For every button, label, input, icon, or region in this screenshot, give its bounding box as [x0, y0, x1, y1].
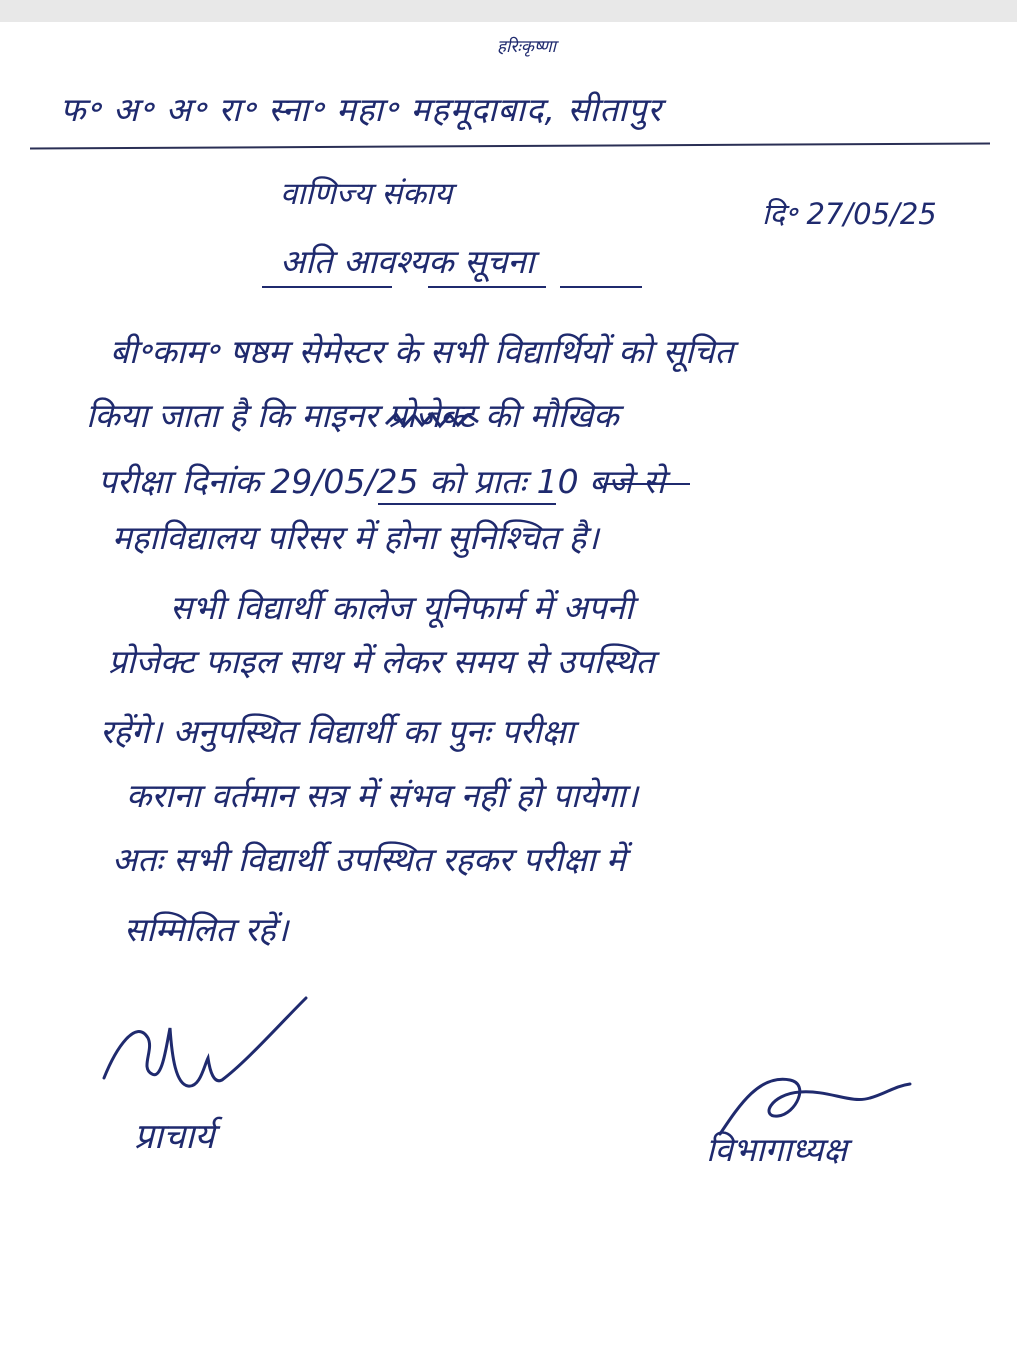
body-line: सभी विद्यार्थी कालेज यूनिफार्म में अपनी — [170, 588, 634, 627]
title-underline — [262, 286, 392, 288]
date-underline — [378, 503, 556, 505]
struck-out-word — [384, 410, 480, 432]
title-underline — [428, 286, 546, 288]
body-line: रहेंगे। अनुपस्थित विद्यार्थी का पुनः परीक्षा — [100, 712, 574, 751]
notice-title: अति आवश्यक सूचना — [280, 242, 535, 281]
principal-label: प्राचार्य — [134, 1117, 215, 1157]
title-underline — [560, 286, 642, 288]
body-line: कराना वर्तमान सत्र में संभव नहीं हो पायेगा। — [126, 776, 639, 815]
notice-date: दि॰ 27/05/25 — [762, 197, 937, 231]
body-line: प्रोजेक्ट फाइल साथ में लेकर समय से उपस्थित — [108, 642, 655, 681]
body-line: परीक्षा दिनांक 29/05/25 को प्रातः 10 बजे से — [98, 462, 666, 501]
body-line: अतः सभी विद्यार्थी उपस्थित रहकर परीक्षा में — [112, 840, 626, 879]
faculty-name: वाणिज्य संकाय — [280, 176, 453, 212]
body-line: महाविद्यालय परिसर में होना सुनिश्चित है। — [112, 518, 599, 557]
hod-label: विभागाध्यक्ष — [706, 1130, 847, 1169]
body-line: सम्मिलित रहें। — [124, 910, 289, 949]
invocation-text: हरिःकृष्णा — [497, 37, 557, 57]
body-line: बी॰काम॰ षष्ठम सेमेस्टर के सभी विद्यार्थियों को सूचित — [110, 332, 734, 371]
time-underline — [604, 483, 690, 485]
body-line: किया जाता है कि माइनर प्रोजेक्ट की मौखिक — [86, 396, 619, 435]
college-address: फ॰ अ॰ अ॰ रा॰ स्ना॰ महा॰ महमूदाबाद, सीतापुर — [60, 90, 662, 129]
principal-signature — [96, 988, 326, 1098]
top-bar — [0, 0, 1017, 22]
